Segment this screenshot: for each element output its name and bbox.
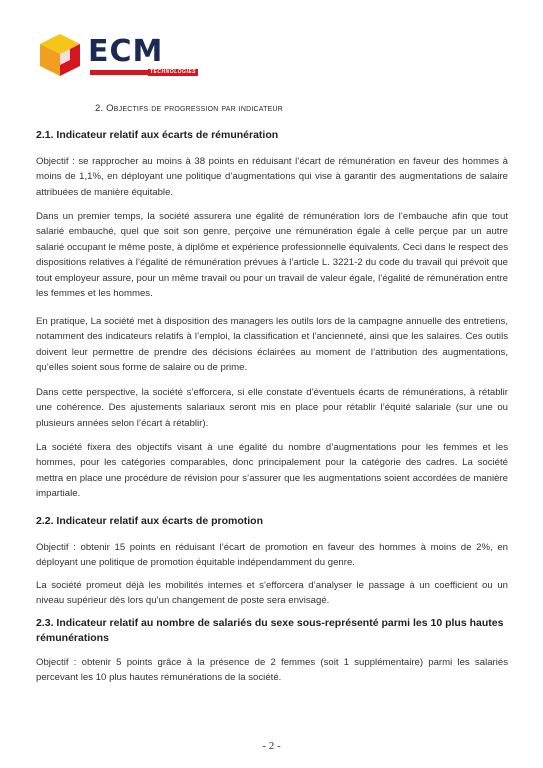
- logo-wordmark: ECM: [88, 34, 164, 69]
- paragraph-2-3-objective: Objectif : obtenir 5 points grâce à la présence de 2 femmes (soit 1 supplémentaire) parmi les salariés percevant les 10 plus hautes rémunérations de la société.: [36, 657, 508, 684]
- paragraph-2-1-objective: Objectif : se rapprocher au moins à 38 points en réduisant l’écart de rémunération en faveur des hommes à moins de 1,1%, en déployant une politique d’augmentations qui vise à garantir des augmentations de salaire attribuées de manière équitable.: [36, 156, 508, 198]
- cube-logo-icon: [38, 32, 82, 78]
- paragraph-2-2-mobilites: La société promeut déjà les mobilités internes et s’efforcera d’analyser le passage à un coefficient ou un niveau supérieur dès lors qu’un changement de poste sera envisagé.: [36, 580, 508, 607]
- page-number: - 2 -: [262, 740, 281, 752]
- paragraph-2-1-pratique: En pratique, La société met à disposition des managers les outils lors de la campagne annuelle des entretiens, notamment des indicateurs relatifs à l’emploi, la classification et l’ancienneté, ainsi que les salaires. Ces outils doivent leur permettre de prendre des décisions éclairées au moment de l’attribution des augmentations, qu’elles soient sous forme de salaire ou de prime.: [36, 316, 508, 374]
- paragraph-2-1-objectifs: La société fixera des objectifs visant à une égalité du nombre d’augmentations pour les femmes et les hommes, pour les catégories comparables, donc principalement pour la catégorie des cadres. La société mettra en place une procédure de révision pour s’assurer que les augmentations soient accordées de manière impartiale.: [36, 442, 508, 500]
- heading-2-1: 2.1. Indicateur relatif aux écarts de rémunération: [36, 129, 279, 141]
- heading-2-2: 2.2. Indicateur relatif aux écarts de promotion: [36, 515, 263, 527]
- paragraph-2-2-objective: Objectif : obtenir 15 points en réduisant l’écart de promotion en faveur des hommes à moins de 2%, en déployant une politique de promotion équitable indépendamment du genre.: [36, 542, 508, 569]
- paragraph-2-1-embauche: Dans un premier temps, la société assurera une égalité de rémunération lors de l’embauche afin que tout salarié embauché, quel que soit son genre, perçoive une rémunération égale à celle perçue par un autre salarié occupant le même poste, à diplôme et expérience professionnelle équivalents. Ceci dans le respect des dispositions relatives à l’égalité de rémunération prévues à l’article L. 3221-2 du code du travail qui prévoit que tout employeur assure, pour un même travail ou pour un travail de valeur égale, l’égalité de rémunération entre les femmes et les hommes.: [36, 211, 508, 300]
- logo-tagline: TECHNOLOGIES: [150, 69, 197, 75]
- company-logo: [38, 32, 208, 82]
- paragraph-2-1-perspective: Dans cette perspective, la société s’efforcera, si elle constate d’éventuels écarts de rémunérations, à rétablir une cohérence. Des ajustements salariaux seront mis en place pour rétablir l’équité salariale (sur une ou plusieurs années selon l’écart à rétablir).: [36, 387, 508, 429]
- heading-2-3: 2.3. Indicateur relatif au nombre de salariés du sexe sous-représenté parmi les 10 plus hautes rémunérations: [36, 617, 504, 644]
- section-title: 2. Objectifs de progression par indicateur: [95, 103, 283, 114]
